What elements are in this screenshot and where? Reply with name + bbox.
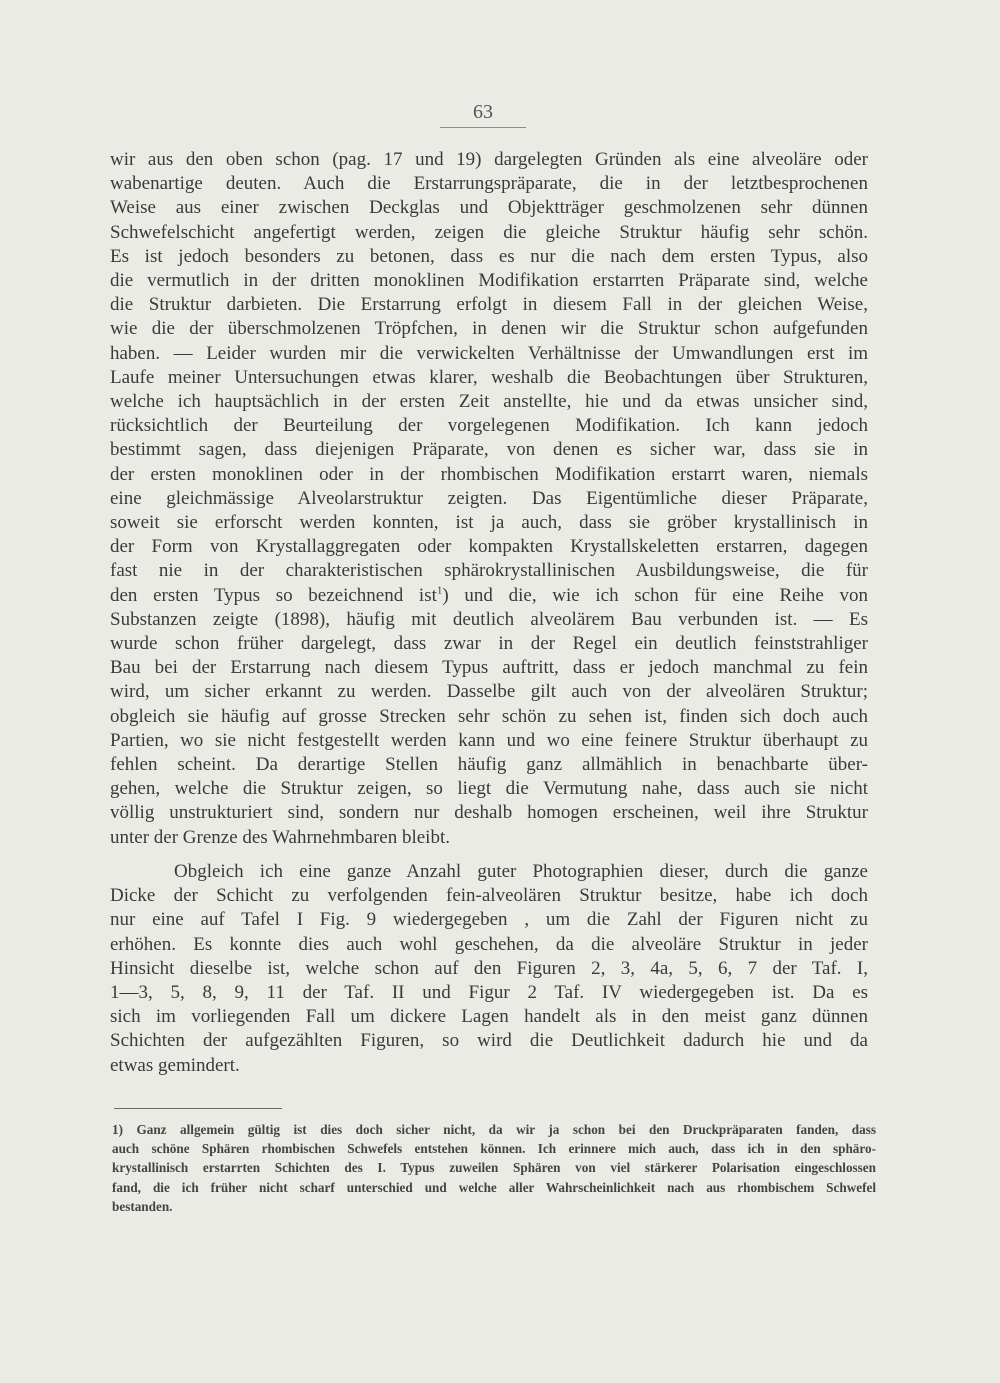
text-line: Weise aus einer zwischen Deckglas und Objektträger geschmolzenen sehr dünnen [110, 197, 868, 219]
footnote-line: krystallinisch erstarrten Schichten des I. Typus zuweilen Sphären von viel stärkerer Polarisation eingeschlossen [112, 1160, 876, 1176]
text-line: wie die der überschmolzenen Tröpfchen, in denen wir die Struktur schon aufgefunden [110, 318, 868, 340]
footnote-line: 1) Ganz allgemein gültig ist dies doch sicher nicht, da wir ja schon bei den Druckpräparaten fanden, dass [112, 1122, 876, 1137]
text-line: der ersten monoklinen oder in der rhombischen Modifikation erstarrt waren, niemals [110, 463, 868, 485]
text-line: Es ist jedoch besonders zu betonen, dass es nur die nach dem ersten Typus, also [110, 245, 868, 267]
text-segment: den ersten Typus so bezeichnend ist [110, 584, 437, 606]
text-line: Bau bei der Erstarrung nach diesem Typus auftritt, dass er jedoch manchmal zu fein [110, 657, 868, 679]
paragraph-2 [110, 860, 868, 1078]
text-line: erhöhen. Es konnte dies auch wohl geschehen, da die alveoläre Struktur in jeder [110, 933, 868, 955]
text-line: die vermutlich in der dritten monoklinen Modifikation erstarrten Präparate sind, welche [110, 270, 868, 292]
text-line-with-footnote [110, 584, 868, 608]
text-line: bestimmt sagen, dass diejenigen Präparate, von denen es sicher war, dass sie in [110, 439, 868, 461]
text-line: völlig unstrukturiert sind, sondern nur deshalb homogen erscheinen, weil ihre Struktur [110, 802, 868, 824]
text-line: nur eine auf Tafel I Fig. 9 wiedergegeben , um die Zahl der Figuren nicht zu [110, 909, 868, 931]
text-line: unter der Grenze des Wahrnehmbaren bleibt. [110, 826, 450, 848]
paragraph-1 [110, 148, 868, 850]
text-line: Substanzen zeigte (1898), häufig mit deutlich alveolärem Bau verbunden ist. — Es [110, 608, 868, 630]
text-line: wabenartige deuten. Auch die Erstarrungspräparate, die in der letztbesprochenen [110, 173, 868, 195]
text-line: wurde schon früher dargelegt, dass zwar in der Regel ein deutlich feinststrahliger [110, 633, 868, 655]
footnote [112, 1120, 876, 1216]
text-line: die Struktur darbieten. Die Erstarrung erfolgt in diesem Fall in der gleichen Weise, [110, 294, 868, 316]
footnote-separator [114, 1108, 282, 1109]
text-line: eine gleichmässige Alveolarstruktur zeigten. Das Eigentümliche dieser Präparate, [110, 487, 868, 509]
text-line: Schichten der aufgezählten Figuren, so wird die Deutlichkeit dadurch hie und da [110, 1030, 868, 1052]
text-line: Obgleich ich eine ganze Anzahl guter Photographien dieser, durch die ganze [174, 860, 868, 882]
footnote-line: bestanden. [112, 1198, 173, 1214]
text-line: etwas gemindert. [110, 1054, 240, 1076]
text-line: fehlen scheint. Da derartige Stellen häufig ganz allmählich in benachbarte über- [110, 754, 868, 776]
footnote-line: fand, die ich früher nicht scharf unterschied und welche aller Wahrscheinlichkeit nach aus rhombischem Schwefel [112, 1179, 876, 1195]
text-line: wird, um sicher erkannt zu werden. Dasselbe gilt auch von der alveolären Struktur; [110, 681, 868, 703]
text-line: 1—3, 5, 8, 9, 11 der Taf. II und Figur 2 Taf. IV wiedergegeben ist. Da es [110, 981, 868, 1003]
text-line: Dicke der Schicht zu verfolgenden fein-alveolären Struktur besitze, habe ich doch [110, 885, 868, 907]
text-line: gehen, welche die Struktur zeigen, so liegt die Vermutung nahe, dass auch sie nicht [110, 778, 868, 800]
text-segment: ) und die, wie ich schon für eine Reihe von [442, 584, 868, 606]
text-line: Hinsicht dieselbe ist, welche schon auf den Figuren 2, 3, 4a, 5, 6, 7 der Taf. I, [110, 957, 868, 979]
footnote-reference: 1 [436, 584, 443, 597]
text-line: fast nie in der charakteristischen sphärokrystallinischen Ausbildungsweise, die für [110, 560, 868, 582]
body-text [110, 148, 868, 1078]
text-line: soweit sie erforscht werden konnten, ist ja auch, dass sie gröber krystallinisch in [110, 512, 868, 534]
text-line: obgleich sie häufig auf grosse Strecken sehr schön zu sehen ist, finden sich doch auch [110, 705, 868, 727]
footnote-line: auch schöne Sphären rhombischen Schwefels entstehen können. Ich erinnere mich auch, dass ich in den sphäro- [112, 1141, 876, 1157]
text-line: der Form von Krystallaggregaten oder kompakten Krystallskeletten erstarren, dagegen [110, 536, 868, 558]
text-line: welche ich hauptsächlich in der ersten Zeit anstellte, hie und da etwas unsicher sind, [110, 391, 868, 413]
text-line: rücksichtlich der Beurteilung der vorgelegenen Modifikation. Ich kann jedoch [110, 415, 868, 437]
text-line: haben. — Leider wurden mir die verwickelten Verhältnisse der Umwandlungen erst im [110, 342, 868, 364]
page-number: 63 [473, 101, 493, 123]
text-line: Schwefelschicht angefertigt werden, zeigen die gleiche Struktur häufig sehr schön. [110, 221, 868, 243]
text-line: Partien, wo sie nicht festgestellt werden kann und wo eine feinere Struktur überhaupt zu [110, 729, 868, 751]
text-line: wir aus den oben schon (pag. 17 und 19) dargelegten Gründen als eine alveoläre oder [110, 149, 868, 170]
text-line: Laufe meiner Untersuchungen etwas klarer, weshalb die Beobachtungen über Strukturen, [110, 366, 868, 388]
text-line: sich im vorliegenden Fall um dickere Lagen handelt als in den meist ganz dünnen [110, 1006, 868, 1028]
page-number-rule [440, 127, 526, 128]
